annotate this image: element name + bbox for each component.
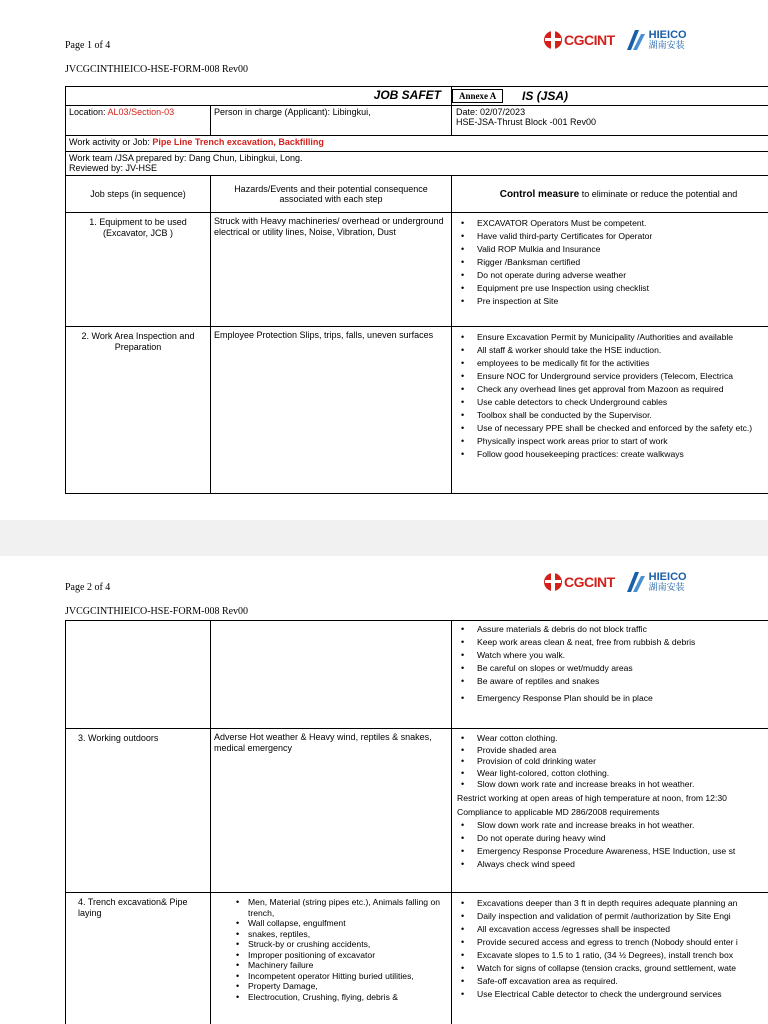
hazard-item: • Improper positioning of excavator: [214, 950, 448, 961]
step-cell: 3. Working outdoors: [66, 729, 211, 893]
header-controls-rest: to eliminate or reduce the potential and: [579, 188, 738, 199]
header-logos: [542, 568, 687, 596]
control-item: • Use of necessary PPE shall be checked and enforced by the safety etc.): [455, 422, 768, 435]
jsa-table-page-1: [65, 86, 768, 494]
cgcint-logo: [542, 29, 615, 51]
controls-cell: [452, 327, 768, 494]
control-item: • Daily inspection and validation of permit /authorization by Site Engi: [455, 910, 768, 923]
control-item: • Provide secured access and egress to trench (Nobody should enter i: [455, 936, 768, 949]
person-value: Libingkui,: [332, 107, 371, 117]
header-hazards: Hazards/Events and their potential consequence associated with each step: [211, 176, 452, 213]
cgcint-logo-text: CGCINT: [564, 574, 615, 590]
hazard-cell: Employee Protection Slips, trips, falls, uneven surfaces: [211, 327, 452, 494]
control-item: • EXCAVATOR Operators Must be competent.: [455, 217, 768, 230]
location-cell: [66, 106, 211, 136]
control-item: • Provision of cold drinking water: [455, 756, 768, 768]
hazard-item: • Property Damage,: [214, 981, 448, 992]
control-item: • Watch for signs of collapse (tension cracks, ground settlement, wate: [455, 962, 768, 975]
hazard-cell: [211, 893, 452, 1024]
person-cell: [211, 106, 452, 136]
step-cell: 1. Equipment to be used (Excavator, JCB ): [66, 213, 211, 327]
control-item: • Assure materials & debris do not block traffic: [455, 623, 768, 636]
controls-cell: [452, 893, 768, 1024]
hieico-emblem-icon: [625, 570, 647, 594]
control-item: • Toolbox shall be conducted by the Supervisor.: [455, 409, 768, 422]
hieico-logo: [625, 570, 687, 594]
control-item: • All excavation access /egresses shall be inspected: [455, 923, 768, 936]
control-item: • Excavations deeper than 3 ft in depth requires adequate planning an: [455, 897, 768, 910]
activity-value: Pipe Line Trench excavation, Backfilling: [152, 137, 324, 147]
location-value: AL03/Section-03: [107, 107, 175, 117]
page-gap: [0, 520, 768, 556]
date-label: Date: 02/07/2023: [456, 107, 526, 117]
hazard-cell: Adverse Hot weather & Heavy wind, reptiles & snakes, medical emergency: [211, 729, 452, 893]
header-steps: Job steps (in sequence): [66, 176, 211, 213]
control-item: • Safe-off excavation area as required.: [455, 975, 768, 988]
hazard-cell-empty: [211, 621, 452, 729]
cgcint-emblem-icon: [542, 571, 564, 593]
cgcint-logo: [542, 571, 615, 593]
step-cell: 4. Trench excavation& Pipe laying: [66, 893, 211, 1024]
hazard-item: • Machinery failure: [214, 960, 448, 971]
control-item: • Equipment pre use Inspection using checklist: [455, 282, 768, 295]
annexe-label: Annexe A: [452, 89, 503, 103]
control-item: • Keep work areas clean & neat, free from rubbish & debris: [455, 636, 768, 649]
hazard-item: • Men, Material (string pipes etc.), Animals falling on trench,: [214, 897, 448, 918]
control-item: • Wear light-colored, cotton clothing.: [455, 768, 768, 780]
team-line: Work team /JSA prepared by: Dang Chun, Libingkui, Long.: [69, 153, 303, 163]
hazard-item: • Electrocution, Crushing, flying, debris &: [214, 992, 448, 1003]
header-logos: [542, 26, 687, 54]
control-item: • Emergency Response Plan should be in place: [455, 692, 768, 705]
control-item: • Follow good housekeeping practices: create walkways: [455, 448, 768, 461]
hieico-emblem-icon: [625, 28, 647, 52]
control-item: • Check any overhead lines get approval from Mazoon as required: [455, 383, 768, 396]
location-label: Location:: [69, 107, 106, 117]
document-reference: HSE-JSA-Thrust Block -001 Rev00: [456, 117, 597, 127]
document-page-2: [0, 556, 768, 1024]
jsa-title: JOB SAFET: [373, 88, 442, 102]
controls-cell: [452, 729, 768, 893]
control-item: • Slow down work rate and increase breaks in hot weather.: [455, 819, 768, 832]
activity-label: Work activity or Job:: [69, 137, 150, 147]
cgcint-emblem-icon: [542, 29, 564, 51]
form-id: JVCGCINTHIEICO-HSE-FORM-008 Rev00: [65, 606, 249, 617]
control-item: • Be aware of reptiles and snakes: [455, 675, 768, 688]
cgcint-logo-text: CGCINT: [564, 32, 615, 48]
page-number: Page 1 of 4: [65, 40, 111, 51]
control-item: • Rigger /Banksman certified: [455, 256, 768, 269]
control-item: • Excavate slopes to 1.5 to 1 ratio, (34 ½ Degrees), install trench box: [455, 949, 768, 962]
reviewed-line: Reviewed by: JV-HSE: [69, 163, 158, 173]
control-item: • Ensure NOC for Underground service providers (Telecom, Electrica: [455, 370, 768, 383]
hazard-item: • Struck-by or crushing accidents,: [214, 939, 448, 950]
step-cell: 2. Work Area Inspection and Preparation: [66, 327, 211, 494]
control-item: • All staff & worker should take the HSE induction.: [455, 344, 768, 357]
control-item: • Slow down work rate and increase breaks in hot weather.: [455, 779, 768, 791]
form-id: JVCGCINTHIEICO-HSE-FORM-008 Rev00: [65, 64, 249, 75]
control-item: • Provide shaded area: [455, 745, 768, 757]
control-item: • Ensure Excavation Permit by Municipality /Authorities and available: [455, 331, 768, 344]
hieico-logo-cn-text: 湖南安装: [648, 582, 685, 592]
jsa-title-suffix: IS (JSA): [522, 89, 569, 103]
date-cell: [452, 106, 768, 136]
control-item: • Use Electrical Cable detector to check the underground services: [455, 988, 768, 1001]
person-label: Person in charge (Applicant):: [214, 107, 331, 117]
controls-cell: [452, 621, 768, 729]
activity-cell: [66, 136, 768, 152]
hazard-item: • Wall collapse, engulfment: [214, 918, 448, 929]
header-controls: [452, 176, 768, 213]
control-item: • Physically inspect work areas prior to start of work: [455, 435, 768, 448]
control-item: • employees to be medically fit for the activities: [455, 357, 768, 370]
page-number: Page 2 of 4: [65, 582, 111, 593]
control-item: • Have valid third-party Certificates for Operator: [455, 230, 768, 243]
control-note: Restrict working at open areas of high temperature at noon, from 12:30: [457, 792, 727, 803]
control-item: • Pre inspection at Site: [455, 295, 768, 308]
control-item: • Do not operate during heavy wind: [455, 832, 768, 845]
hieico-logo-text: HIEICO: [648, 571, 687, 583]
title-cell-right: [452, 87, 768, 106]
controls-cell: [452, 213, 768, 327]
team-cell: [66, 152, 768, 176]
control-item: • Wear cotton clothing.: [455, 733, 768, 745]
control-item: • Always check wind speed: [455, 858, 768, 871]
hazard-cell: Struck with Heavy machineries/ overhead or underground electrical or utility lines, Noise, Vibration, Dust: [211, 213, 452, 327]
jsa-table-page-2: [65, 620, 768, 1024]
step-cell-empty: [66, 621, 211, 729]
hieico-logo-cn-text: 湖南安装: [648, 40, 685, 50]
control-item: • Valid ROP Mulkia and Insurance: [455, 243, 768, 256]
control-item: • Be careful on slopes or wet/muddy areas: [455, 662, 768, 675]
control-item: • Watch where you walk.: [455, 649, 768, 662]
header-controls-bold: Control measure: [499, 188, 580, 200]
title-cell: [66, 87, 452, 106]
control-item: • Emergency Response Procedure Awareness, HSE Induction, use st: [455, 845, 768, 858]
hieico-logo-text: HIEICO: [648, 29, 687, 41]
hazard-item: • snakes, reptiles,: [214, 929, 448, 940]
control-note: Compliance to applicable MD 286/2008 requirements: [457, 806, 660, 817]
control-item: • Use cable detectors to check Underground cables: [455, 396, 768, 409]
hieico-logo: [625, 28, 687, 52]
hazard-item: • Incompetent operator Hitting buried utilities,: [214, 971, 448, 982]
control-item: • Do not operate during adverse weather: [455, 269, 768, 282]
